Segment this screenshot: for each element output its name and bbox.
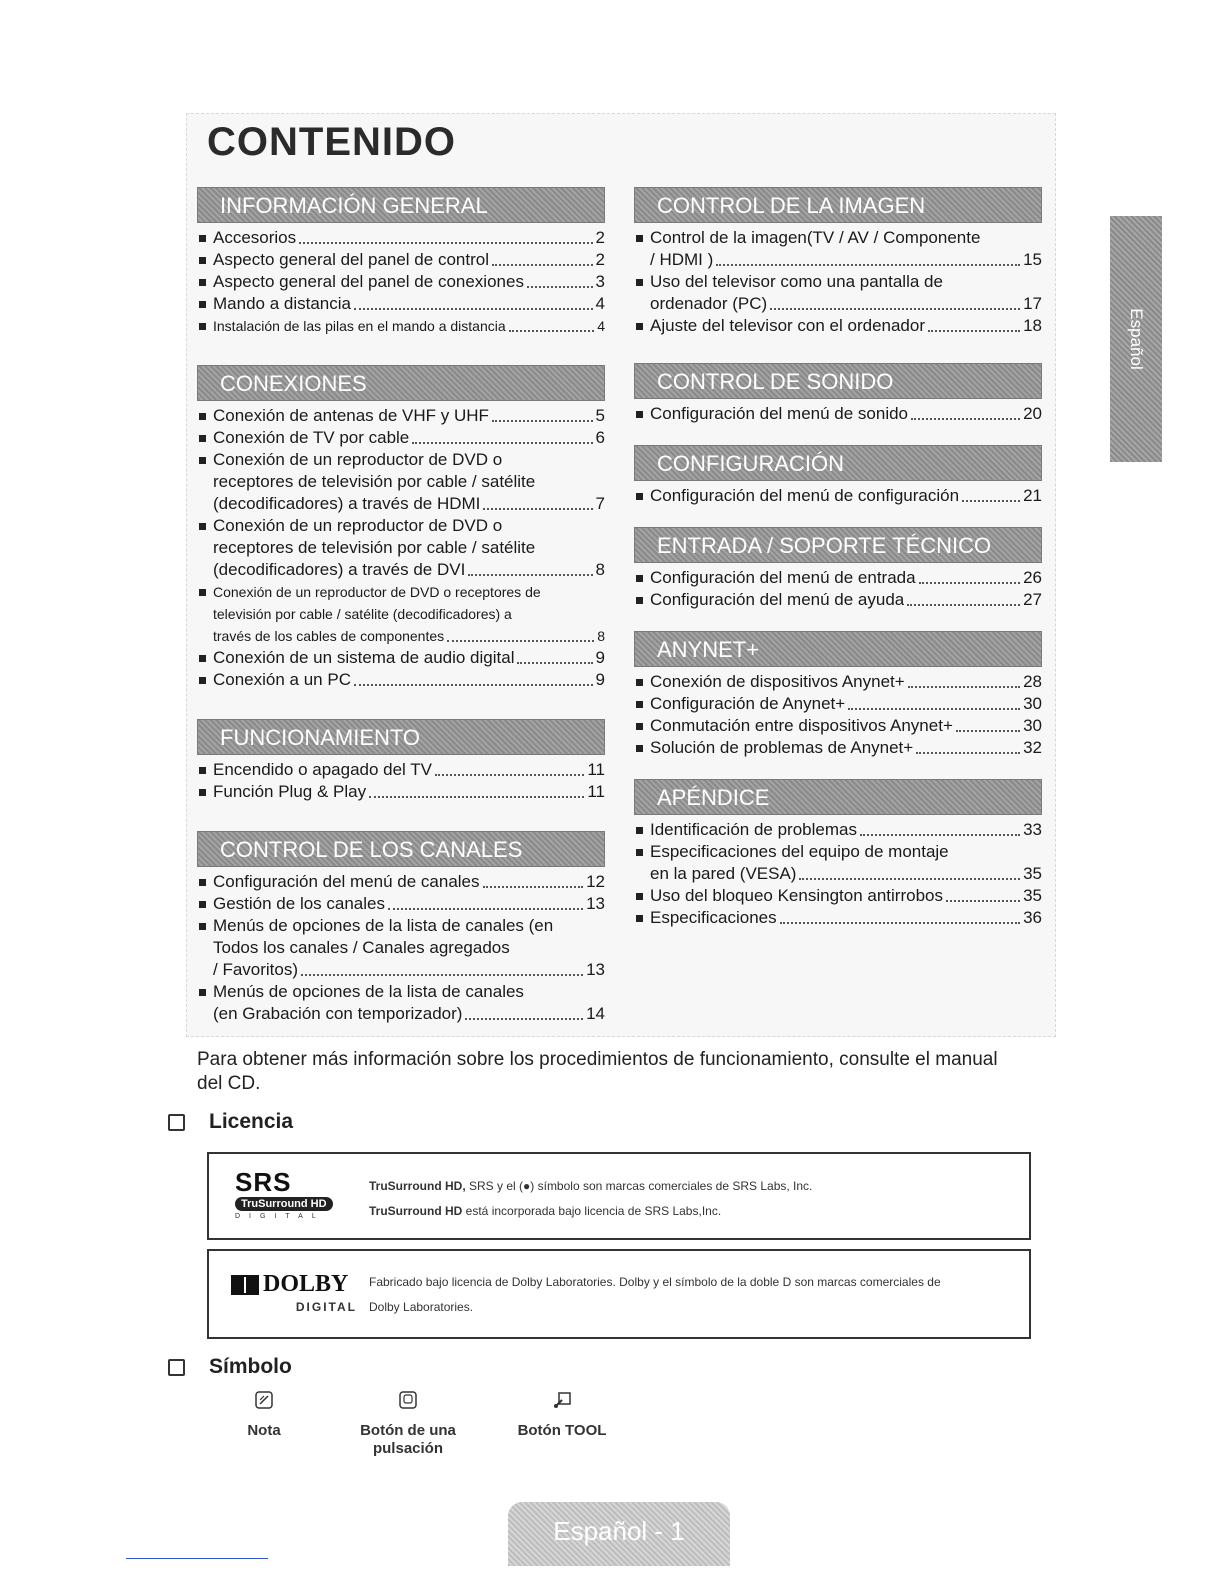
toc-entry-text: Conexión a un PC	[213, 670, 351, 689]
checkbox-bullet-icon	[168, 1359, 185, 1376]
srs-license-text	[369, 1174, 812, 1224]
toc-entry[interactable]	[634, 737, 1042, 759]
toc-right-column	[634, 187, 1042, 929]
page-number: Español - 1	[553, 1516, 685, 1546]
toc-left-column	[197, 187, 605, 1025]
toc-entry-text: Configuración del menú de configuración	[650, 486, 960, 505]
toc-entry[interactable]	[197, 759, 605, 781]
toc-entry[interactable]	[197, 515, 605, 581]
toc-entry-page: 13	[586, 960, 605, 979]
toc-entry[interactable]	[197, 227, 605, 249]
bullet-icon	[199, 589, 206, 596]
bullet-icon	[636, 827, 643, 834]
toc-entry[interactable]	[197, 871, 605, 893]
toc-entry-text: Configuración del menú de canales	[213, 872, 480, 891]
dot-leader	[517, 662, 592, 664]
dot-leader	[848, 708, 1020, 710]
toc-entry-line: televisión por cable / satélite (decodificadores) a	[213, 606, 512, 622]
toc-entry[interactable]	[634, 567, 1042, 589]
toc-entry[interactable]	[197, 405, 605, 427]
toc-entry-page: 20	[1023, 404, 1042, 423]
section-entries	[197, 871, 605, 1025]
dolby-license-box	[207, 1249, 1031, 1339]
bullet-icon	[199, 789, 206, 796]
toc-entry-text: Uso del bloqueo Kensington antirrobos	[650, 886, 943, 905]
dot-leader	[716, 264, 1020, 266]
bullet-icon	[636, 679, 643, 686]
toc-entry-text: / Favoritos)	[213, 960, 299, 979]
toc-entry-text: Conmutación entre dispositivos Anynet+	[650, 716, 953, 735]
section-gap	[634, 611, 1042, 631]
symbol-tool	[506, 1390, 618, 1440]
toc-entry[interactable]	[197, 915, 605, 981]
section-heading: APÉNDICE	[634, 779, 1042, 815]
section-entries	[634, 403, 1042, 425]
language-side-tab-label: Español	[1127, 308, 1146, 370]
toc-entry[interactable]	[197, 647, 605, 669]
bullet-icon	[636, 893, 643, 900]
dot-leader	[908, 686, 1020, 688]
dot-leader	[483, 886, 584, 888]
toc-entry-last-line	[213, 493, 605, 515]
section-entries	[197, 405, 605, 691]
srs-line1-rest: SRS y el (●) símbolo son marcas comerciales de SRS Labs, Inc.	[469, 1179, 813, 1193]
dot-leader	[916, 752, 1020, 754]
bullet-icon	[199, 901, 206, 908]
toc-entry[interactable]	[634, 693, 1042, 715]
toc-entry-page: 2	[595, 250, 605, 269]
toc-entry[interactable]	[634, 315, 1042, 337]
symbol-heading-label: Símbolo	[209, 1355, 292, 1378]
toc-entry-text: Conexión de antenas de VHF y UHF	[213, 406, 489, 425]
bullet-icon	[199, 879, 206, 886]
toc-entry-page: 9	[595, 670, 605, 689]
toc-entry-text: Encendido o apagado del TV	[213, 760, 432, 779]
toc-entry-page: 6	[595, 428, 605, 447]
symbol-heading	[168, 1355, 292, 1379]
section-heading: ENTRADA / SOPORTE TÉCNICO	[634, 527, 1042, 563]
bullet-icon	[199, 413, 206, 420]
bullet-icon	[199, 435, 206, 442]
dolby-license-text	[369, 1270, 941, 1320]
section-gap	[634, 507, 1042, 527]
toc-entry-text: Configuración del menú de ayuda	[650, 590, 905, 609]
bullet-icon	[199, 923, 206, 930]
toc-entry[interactable]	[634, 841, 1042, 885]
dot-leader	[447, 640, 594, 642]
toc-entry-page: 4	[597, 318, 605, 334]
bullet-icon	[199, 257, 206, 264]
toc-entry-line: Menús de opciones de la lista de canales (en	[213, 916, 554, 935]
dolby-line1: Fabricado bajo licencia de Dolby Laboratories. Dolby y el símbolo de la doble D son marcas comerciales de	[369, 1275, 941, 1289]
toc-entry[interactable]	[197, 427, 605, 449]
dot-leader	[799, 878, 1020, 880]
toc-entry-text: Instalación de las pilas en el mando a distancia	[213, 318, 506, 334]
toc-entry-page: 27	[1023, 590, 1042, 609]
toc-entry-text: Conexión de TV por cable	[213, 428, 410, 447]
toc-entry-last-line	[213, 959, 605, 981]
license-heading-label: Licencia	[209, 1110, 294, 1133]
toc-entry-text: en la pared (VESA)	[650, 864, 797, 883]
toc-entry[interactable]	[634, 715, 1042, 737]
toc-entry-page: 18	[1023, 316, 1042, 335]
bullet-icon	[636, 701, 643, 708]
double-d-icon	[231, 1275, 259, 1295]
toc-entry-text: Accesorios	[213, 228, 297, 247]
dot-leader	[928, 330, 1020, 332]
toc-entry[interactable]	[197, 893, 605, 915]
toc-entry[interactable]	[197, 781, 605, 803]
bullet-icon	[199, 523, 206, 530]
dolby-logo-brand: DOLBY	[263, 1271, 349, 1297]
toc-entry-page: 30	[1023, 694, 1042, 713]
toc-entry[interactable]	[197, 315, 605, 337]
toc-entry-text: Aspecto general del panel de control	[213, 250, 489, 269]
bullet-icon	[199, 655, 206, 662]
bullet-icon	[636, 235, 643, 242]
toc-entry-last-line	[650, 293, 1042, 315]
bullet-icon	[199, 989, 206, 996]
toc-entry-page: 4	[595, 294, 605, 313]
section-entries	[634, 227, 1042, 337]
toc-entry-page: 30	[1023, 716, 1042, 735]
toc-entry-page: 36	[1023, 908, 1042, 927]
note-icon	[254, 1390, 274, 1410]
toc-entry-page: 28	[1023, 672, 1042, 691]
bullet-icon	[636, 597, 643, 604]
toc-entry[interactable]	[634, 907, 1042, 929]
toc-entry-page: 32	[1023, 738, 1042, 757]
srs-line1-bold: TruSurround HD,	[369, 1179, 466, 1193]
more-info-text: Para obtener más información sobre los procedimientos de funcionamiento, consulte el manual del CD.	[197, 1049, 998, 1094]
toc-entry[interactable]	[197, 249, 605, 271]
dot-leader	[388, 908, 583, 910]
toc-entry[interactable]	[197, 581, 605, 647]
bullet-icon	[199, 235, 206, 242]
toc-entry[interactable]	[197, 271, 605, 293]
toc-entry[interactable]	[634, 589, 1042, 611]
dot-leader	[468, 574, 592, 576]
dot-leader	[911, 418, 1020, 420]
dot-leader	[483, 508, 592, 510]
toc-entry-page: 8	[595, 560, 605, 579]
toc-entry-page: 33	[1023, 820, 1042, 839]
toc-entry-text: Configuración de Anynet+	[650, 694, 846, 713]
section-gap	[197, 803, 605, 831]
toc-entry[interactable]	[634, 885, 1042, 907]
toc-entry-text: Ajuste del televisor con el ordenador	[650, 316, 925, 335]
dot-leader	[907, 604, 1020, 606]
dolby-logo-sub: DIGITAL	[295, 1300, 357, 1314]
dot-leader	[946, 900, 1020, 902]
srs-logo	[235, 1167, 345, 1220]
toc-entry[interactable]	[197, 981, 605, 1025]
symbol-one-touch-label-2: pulsación	[372, 1440, 443, 1457]
bullet-icon	[199, 677, 206, 684]
symbol-note	[214, 1390, 314, 1440]
toc-entry[interactable]	[634, 485, 1042, 507]
toc-entry-line: Especificaciones del equipo de montaje	[650, 842, 949, 861]
bullet-icon	[636, 279, 643, 286]
dot-leader	[492, 420, 593, 422]
toc-entry-page: 26	[1023, 568, 1042, 587]
toc-entry-text: Solución de problemas de Anynet+	[650, 738, 914, 757]
section-heading: CONTROL DE LOS CANALES	[197, 831, 605, 867]
toc-entry-text: Configuración del menú de sonido	[650, 404, 909, 423]
toc-entry[interactable]	[634, 403, 1042, 425]
language-side-tab	[1110, 216, 1162, 462]
bullet-icon	[636, 723, 643, 730]
bullet-icon	[199, 767, 206, 774]
toc-entry-text: Función Plug & Play	[213, 782, 367, 801]
toc-entry-text: Mando a distancia	[213, 294, 351, 313]
toc-entry-page: 21	[1023, 486, 1042, 505]
checkbox-bullet-icon	[168, 1114, 185, 1131]
section-entries	[634, 485, 1042, 507]
bullet-icon	[636, 493, 643, 500]
toc-entry[interactable]	[197, 449, 605, 515]
toc-entry-line: Conexión de un reproductor de DVD o receptores de	[213, 584, 541, 600]
symbol-one-touch	[348, 1390, 468, 1458]
toc-entry-text: (en Grabación con temporizador)	[213, 1004, 463, 1023]
bullet-icon	[199, 301, 206, 308]
toc-entry-line: Conexión de un reproductor de DVD o	[213, 450, 503, 469]
toc-entry-page: 14	[586, 1004, 605, 1023]
section-gap	[634, 337, 1042, 363]
toc-entry-page: 3	[595, 272, 605, 291]
toc-entry-line: receptores de televisión por cable / satélite	[213, 472, 536, 491]
toc-entry-line: Control de la imagen(TV / AV / Componente	[650, 228, 981, 247]
dot-leader	[770, 308, 1020, 310]
dot-leader	[919, 582, 1021, 584]
toc-entry[interactable]	[634, 671, 1042, 693]
toc-entry-text: Configuración del menú de entrada	[650, 568, 916, 587]
dolby-line2: Dolby Laboratories.	[369, 1300, 474, 1314]
section-heading: INFORMACIÓN GENERAL	[197, 187, 605, 223]
bullet-icon	[199, 323, 206, 330]
toc-entry-line: Uso del televisor como una pantalla de	[650, 272, 943, 291]
toc-entry-last-line	[213, 559, 605, 581]
toc-entry-text: (decodificadores) a través de HDMI	[213, 494, 481, 513]
dot-leader	[412, 442, 592, 444]
section-heading: CONFIGURACIÓN	[634, 445, 1042, 481]
srs-line2-rest: está incorporada bajo licencia de SRS Labs,Inc.	[465, 1204, 722, 1218]
bullet-icon	[636, 849, 643, 856]
dot-leader	[962, 500, 1020, 502]
toc-entry-text: Gestión de los canales	[213, 894, 385, 913]
toc-entry-page: 9	[595, 648, 605, 667]
toc-entry-line: Todos los canales / Canales agregados	[213, 938, 510, 957]
srs-logo-sub: DIGITAL	[235, 1213, 325, 1220]
section-gap	[634, 425, 1042, 445]
dot-leader	[299, 242, 592, 244]
dot-leader	[369, 796, 584, 798]
toc-entry-last-line	[650, 863, 1042, 885]
dot-leader	[354, 684, 593, 686]
section-entries	[634, 567, 1042, 611]
bullet-icon	[199, 279, 206, 286]
dot-leader	[860, 834, 1020, 836]
toc-entry-text: Identificación de problemas	[650, 820, 857, 839]
tool-icon	[552, 1390, 572, 1410]
dot-leader	[301, 974, 583, 976]
bullet-icon	[636, 915, 643, 922]
srs-line2-bold: TruSurround HD	[369, 1204, 463, 1218]
toc-entry[interactable]	[197, 669, 605, 691]
dot-leader	[956, 730, 1020, 732]
section-gap	[197, 337, 605, 365]
license-heading	[168, 1110, 293, 1134]
dot-leader	[465, 1018, 583, 1020]
bullet-icon	[636, 575, 643, 582]
toc-entry-page: 35	[1023, 886, 1042, 905]
section-heading: FUNCIONAMIENTO	[197, 719, 605, 755]
page-title: CONTENIDO	[207, 120, 456, 164]
srs-logo-badge: TruSurround HD	[235, 1197, 333, 1211]
toc-entry-page: 15	[1023, 250, 1042, 269]
toc-entry-text: ordenador (PC)	[650, 294, 768, 313]
symbol-tool-label: Botón TOOL	[517, 1422, 607, 1439]
toc-entry-page: 2	[595, 228, 605, 247]
toc-entry-page: 13	[586, 894, 605, 913]
toc-entry-text: Especificaciones	[650, 908, 777, 927]
toc-entry-text: Aspecto general del panel de conexiones	[213, 272, 524, 291]
dot-leader	[492, 264, 593, 266]
toc-entry-text: / HDMI )	[650, 250, 714, 269]
toc-entry-text: Conexión de dispositivos Anynet+	[650, 672, 905, 691]
bullet-icon	[636, 745, 643, 752]
toc-entry-line: Conexión de un reproductor de DVD o	[213, 516, 503, 535]
toc-entry[interactable]	[634, 227, 1042, 271]
section-heading: CONTROL DE LA IMAGEN	[634, 187, 1042, 223]
toc-entry-text: (decodificadores) a través de DVI	[213, 560, 466, 579]
toc-entry-page: 5	[595, 406, 605, 425]
footer-rule	[126, 1558, 268, 1559]
section-heading: ANYNET+	[634, 631, 1042, 667]
page-number-badge	[508, 1502, 730, 1566]
section-entries	[197, 759, 605, 803]
toc-entry-last-line	[650, 249, 1042, 271]
section-heading: CONEXIONES	[197, 365, 605, 401]
section-gap	[197, 691, 605, 719]
toc-entry-line: receptores de televisión por cable / satélite	[213, 538, 536, 557]
symbol-one-touch-label-1: Botón de una	[360, 1422, 456, 1439]
section-entries	[634, 671, 1042, 759]
dolby-logo	[231, 1271, 361, 1314]
toc-entry-page: 11	[587, 782, 605, 801]
toc-entry-line: Menús de opciones de la lista de canales	[213, 982, 524, 1001]
toc-entry-page: 7	[595, 494, 605, 513]
toc-entry-page: 12	[586, 872, 605, 891]
toc-entry-text: Conexión de un sistema de audio digital	[213, 648, 515, 667]
toc-entry-last-line	[213, 1003, 605, 1025]
toc-entry[interactable]	[634, 819, 1042, 841]
dot-leader	[780, 922, 1020, 924]
toc-entry-page: 11	[587, 760, 605, 779]
srs-license-box	[207, 1152, 1031, 1240]
section-entries	[197, 227, 605, 337]
bullet-icon	[636, 323, 643, 330]
symbol-note-label: Nota	[247, 1422, 281, 1439]
section-heading: CONTROL DE SONIDO	[634, 363, 1042, 399]
dot-leader	[527, 286, 593, 288]
dot-leader	[435, 774, 584, 776]
dot-leader	[509, 330, 595, 332]
one-touch-icon	[398, 1390, 418, 1410]
section-gap	[634, 759, 1042, 779]
toc-entry-page: 8	[597, 628, 605, 644]
toc-entry-page: 17	[1023, 294, 1042, 313]
srs-logo-brand: SRS	[235, 1167, 292, 1197]
bullet-icon	[636, 411, 643, 418]
toc-entry-page: 35	[1023, 864, 1042, 883]
dot-leader	[354, 308, 593, 310]
toc-entry[interactable]	[197, 293, 605, 315]
bullet-icon	[199, 457, 206, 464]
toc-entry-text: través de los cables de componentes	[213, 628, 445, 644]
toc-entry[interactable]	[634, 271, 1042, 315]
toc-entry-last-line	[213, 625, 605, 647]
section-entries	[634, 819, 1042, 929]
